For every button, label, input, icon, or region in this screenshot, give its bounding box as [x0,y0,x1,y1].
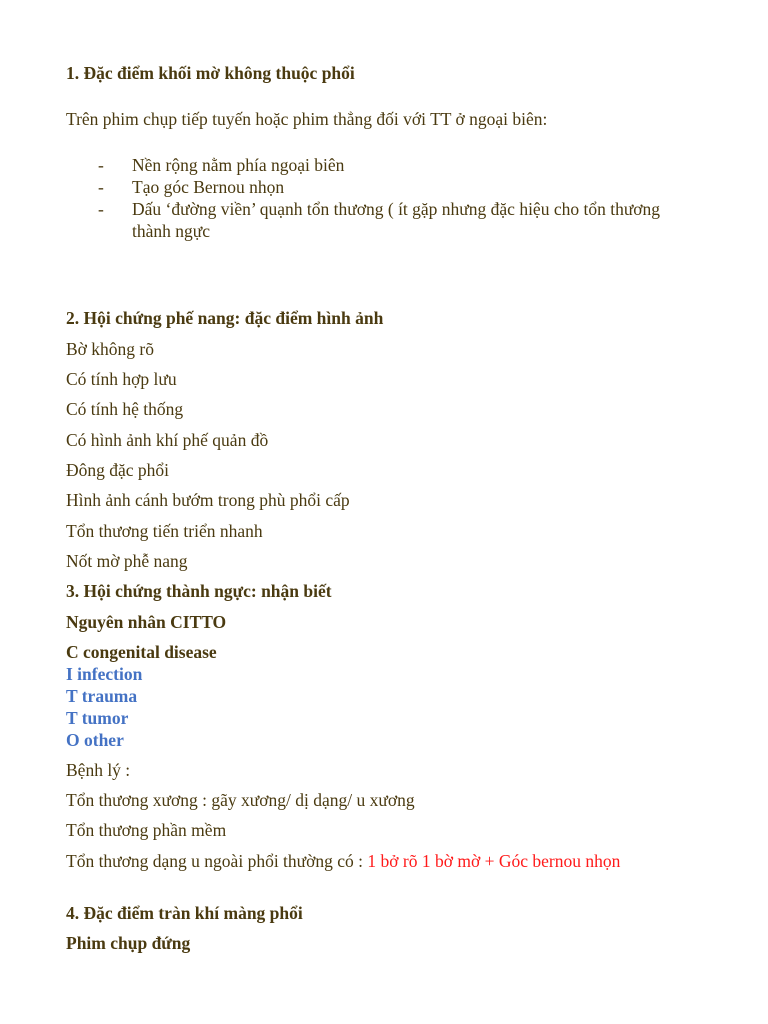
list-item: Bờ không rõ [66,339,155,359]
cause-tumor: T tumor [66,708,129,728]
cause-congenital: C congenital disease [66,642,217,662]
tumor-lesion-prefix: Tổn thương dạng u ngoài phổi thường có : [66,851,368,871]
section1-heading: 1. Đặc điểm khối mờ không thuộc phổi [66,63,355,83]
list-item: Tổn thương tiến triển nhanh [66,521,263,541]
bullet-item: Tạo góc Bernou nhọn [132,177,285,197]
section3-heading: 3. Hội chứng thành ngực: nhận biết [66,581,332,601]
cause-other: O other [66,730,124,750]
tumor-lesion-highlight: 1 bở rõ 1 bờ mờ + Góc bernou nhọn [367,851,621,871]
soft-tissue-lesion: Tổn thương phần mềm [66,820,227,840]
section4-subheading: Phim chụp đứng [66,933,191,953]
cause-infection: I infection [66,664,143,684]
list-item: Nốt mờ phễ nang [66,551,188,571]
list-item: Có tính hệ thống [66,399,184,419]
list-item: Có tính hợp lưu [66,369,177,389]
disease-label: Bệnh lý : [66,760,131,780]
cause-title: Nguyên nhân CITTO [66,612,227,632]
bullet-marker: - [98,199,104,219]
cause-trauma: T trauma [66,686,138,706]
tumor-lesion-paragraph [66,850,666,872]
bullet-marker: - [98,177,104,197]
list-item: Đông đặc phổi [66,460,170,480]
section1-intro: Trên phim chụp tiếp tuyến hoặc phim thẳng đối với TT ở ngoại biên: [66,109,548,129]
bone-lesion: Tổn thương xương : gãy xương/ dị dạng/ u xương [66,790,415,810]
list-item: Hình ảnh cánh bướm trong phù phổi cấp [66,490,350,510]
list-item: Có hình ảnh khí phế quản đồ [66,430,269,450]
bullet-marker: - [98,155,104,175]
bullet-item: Dấu ‘đường viền’ quạnh tổn thương ( ít gặp nhưng đặc hiệu cho tổn thương thành ngực [132,199,661,241]
section2-heading: 2. Hội chứng phế nang: đặc điểm hình ảnh [66,308,384,328]
section4-heading: 4. Đặc điểm tràn khí màng phổi [66,903,303,923]
bullet-item: Nền rộng nằm phía ngoại biên [132,155,345,175]
